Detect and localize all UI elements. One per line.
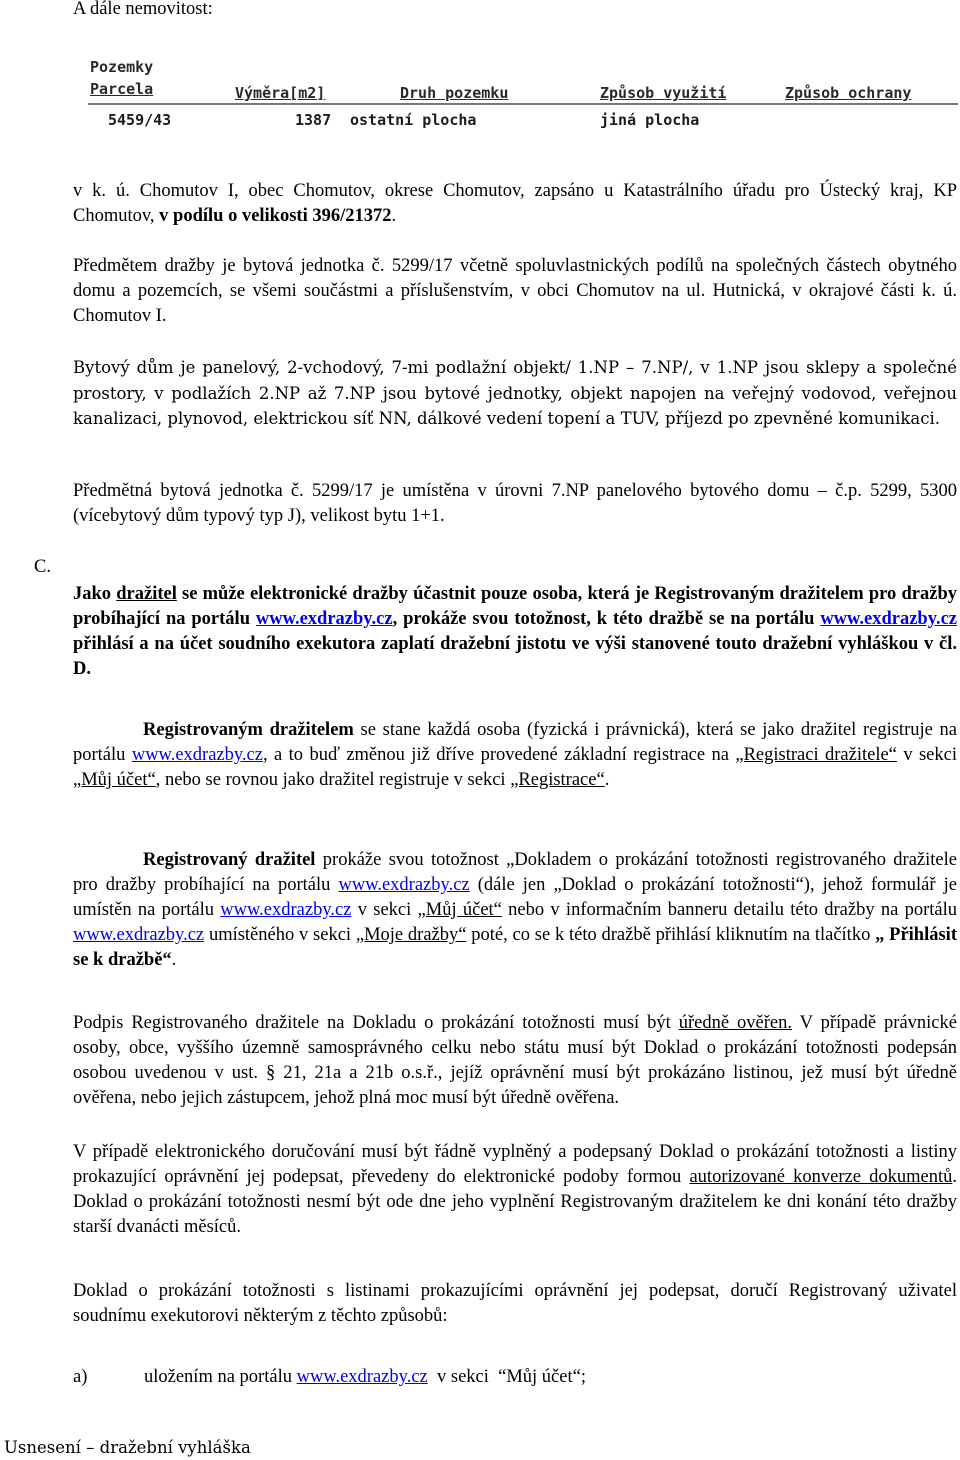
muj-ucet-link[interactable]: „Můj účet“ [73, 770, 156, 790]
muj-ucet-link[interactable]: „Můj účet“ [417, 900, 502, 920]
delivery-methods-paragraph: Doklad o prokázání totožnosti s listinami prokazujícími oprávnění jej podepsat, doručí Registrovaný uživatel soudnímu exekutorovi některým z těchto způsobů: [73, 1281, 957, 1326]
registrace-link[interactable]: „Registrace“ [510, 770, 605, 790]
cell-druh: ostatní plocha [350, 111, 477, 129]
prihlasit-button-label: „ Přihlásit se k dražbě“ [73, 925, 957, 970]
exdrazby-link[interactable]: www.exdrazby.cz [820, 609, 957, 629]
moje-drazby-link[interactable]: „Moje dražby“ [355, 925, 467, 945]
exdrazby-link[interactable]: www.exdrazby.cz [73, 925, 205, 945]
section-label: Pozemky [90, 58, 154, 76]
building-paragraph: Bytový dům je panelový, 2-vchodový, 7-mi podlažní objekt/ 1.NP – 7.NP/, v 1.NP jsou sklepy a společné prostory, v podlažích 2.NP až 7.NP jsou bytové jednotky, objekt napojen na veřejný vodovod, veřejnou kanalizaci, plynovod, elektrickou síť NN, dálkové vedení topení a TUV, příjezd po zpevněné komunikaci. [73, 358, 957, 429]
cell-parcela: 5459/43 [108, 111, 172, 129]
header-zpusob-vyuziti: Způsob využití [600, 84, 727, 102]
exdrazby-link[interactable]: www.exdrazby.cz [338, 875, 470, 895]
bidder-term: dražitel [116, 584, 177, 604]
section-letter: C. [34, 557, 51, 577]
identity-paragraph: Registrovaný dražitel prokáže svou totožnost „Dokladem o prokázání totožnosti registrovaného dražitele pro dražby probíhající na portálu www.exdrazby.cz (dále jen „Doklad o prokázání totožnosti“), jehož formulář je umístěn na portálu www.exdrazby.cz v sekci „Můj účet“ nebo v informačním banneru detailu této dražby na portálu www.exdrazby.cz umístěného v sekci „Moje dražby“ poté, co se k této dražbě přihlásí kliknutím na tlačítko „ Přihlásit se k dražbě“. [73, 850, 957, 970]
intro-heading: A dále nemovitost: [73, 0, 213, 19]
exdrazby-link[interactable]: www.exdrazby.cz [296, 1367, 428, 1387]
cell-vymera: 1387 [295, 111, 332, 129]
header-druh: Druh pozemku [400, 84, 509, 102]
exdrazby-link[interactable]: www.exdrazby.cz [220, 900, 352, 920]
table-divider [88, 103, 958, 105]
cadastre-table [88, 52, 958, 132]
subject-paragraph: Předmětem dražby je bytová jednotka č. 5299/17 včetně spoluvlastnických podílů na společných částech obytného domu a pozemcích, se všemi součástmi a příslušenstvím, v obci Chomutov na ul. Hutnická, v okrajové části k. ú. Chomutov I. [73, 256, 957, 326]
page-footer: Usnesení – dražební vyhláška [4, 1438, 251, 1457]
header-parcela: Parcela [90, 80, 154, 98]
header-vymera: Výměra[m2] [235, 84, 326, 102]
unit-paragraph: Předmětná bytová jednotka č. 5299/17 je umístěna v úrovni 7.NP panelového bytového domu – č.p. 5299, 5300 (vícebytový dům typový typ J), velikost bytu 1+1. [73, 481, 957, 526]
registrace-drazitele-link[interactable]: „Registraci dražitele“ [735, 745, 897, 765]
registration-paragraph: Registrovaným dražitelem se stane každá osoba (fyzická i právnická), která se jako dražitel registruje na portálu www.exdrazby.cz, a to buď změnou již dříve provedené základní registrace na „Registraci dražitele“ v sekci „Můj účet“, nebo se rovnou jako dražitel registruje v sekci „Registrace“. [73, 720, 957, 790]
list-item: uložením na portálu www.exdrazby.cz v sekci “Můj účet“; [144, 1367, 586, 1387]
bidder-condition-paragraph: Jako dražitel se může elektronické dražby účastnit pouze osoba, která je Registrovaným dražitelem pro dražby probíhající na portálu www.exdrazby.cz, prokáže svou totožnost, k této dražbě se na portálu www.exdrazby.cz přihlásí a na účet soudního exekutora zaplatí dražební jistotu ve výši stanovené touto dražební vyhláškou v čl. D. [73, 584, 957, 679]
header-zpusob-ochrany: Způsob ochrany [785, 84, 912, 102]
electronic-delivery-paragraph: V případě elektronického doručování musí být řádně vyplněný a podepsaný Doklad o prokázání totožnosti a listiny prokazující oprávnění jej podepsat, převedeny do elektronické podoby formou autorizované konverze dokumentů. Doklad o prokázání totožnosti nesmí být ode dne jeho vyplnění Registrovaným dražitelem ke dni konání této dražby starší dvanácti měsíců. [73, 1142, 957, 1237]
exdrazby-link[interactable]: www.exdrazby.cz [255, 609, 393, 629]
exdrazby-link[interactable]: www.exdrazby.cz [131, 745, 263, 765]
location-paragraph: v k. ú. Chomutov I, obec Chomutov, okrese Chomutov, zapsáno u Katastrálního úřadu pro Ústecký kraj, KP Chomutov, v podílu o velikosti 396/21372. [73, 181, 957, 226]
list-marker: a) [73, 1367, 88, 1387]
signature-paragraph: Podpis Registrovaného dražitele na Dokladu o prokázání totožnosti musí být úředně ověřen. V případě právnické osoby, obce, vyššího územně samosprávného celku nebo státu musí být Doklad o prokázání totožnosti podepsán osobou uvedenou v ust. § 21, 21a a 21b o.s.ř., jejíž oprávnění musí být prokázáno listinou, jež musí být úředně ověřena, nebo jejich zástupcem, jehož plná moc musí být úředně ověřena. [73, 1013, 957, 1108]
cell-zpusob-vyuziti: jiná plocha [600, 111, 700, 129]
